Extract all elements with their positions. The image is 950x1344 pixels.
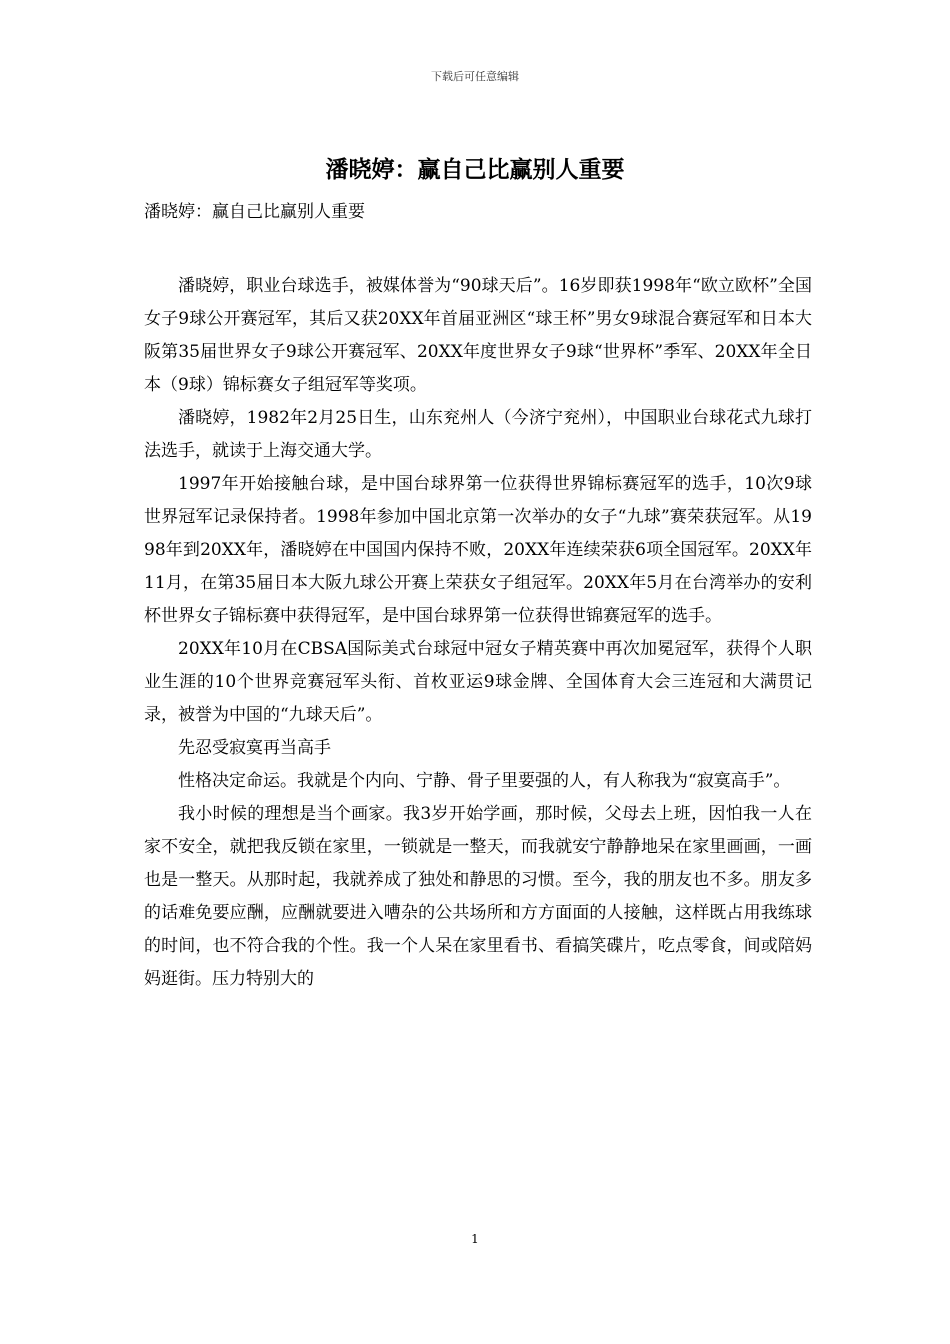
header-note: 下载后可任意编辑	[431, 70, 519, 83]
document-body	[144, 270, 812, 996]
paragraph: 潘晓婷，1982年2月25日生，山东兖州人（今济宁兖州），中国职业台球花式九球打法选手，就读于上海交通大学。	[144, 408, 812, 461]
paragraph: 我小时候的理想是当个画家。我3岁开始学画，那时候，父母去上班，因怕我一人在家不安全，就把我反锁在家里，一锁就是一整天，而我就安宁静静地呆在家里画画，一画也是一整天。从那时起，我就养成了独处和静思的习惯。至今，我的朋友也不多。朋友多的话难免要应酬，应酬就要进入嘈杂的公共场所和方方面面的人接触，这样既占用我练球的时间，也不符合我的个性。我一个人呆在家里看书、看搞笑碟片，吃点零食，间或陪妈妈逛街。压力特别大的	[144, 804, 812, 989]
paragraph: 1997年开始接触台球，是中国台球界第一位获得世界锦标赛冠军的选手，10次9球世界冠军记录保持者。1998年参加中国北京第一次举办的女子“九球”赛荣获冠军。从1998年到20XX年，潘晓婷在中国国内保持不败，20XX年连续荣获6项全国冠军。20XX年11月，在第35届日本大阪九球公开赛上荣获女子组冠军。20XX年5月在台湾举办的安利杯世界女子锦标赛中获得冠军，是中国台球界第一位获得世锦赛冠军的选手。	[144, 474, 812, 626]
paragraph: 性格决定命运。我就是个内向、宁静、骨子里要强的人，有人称我为“寂寞高手”。	[178, 771, 791, 791]
document-subtitle: 潘晓婷：赢自己比赢别人重要	[144, 202, 365, 222]
paragraph: 20XX年10月在CBSA国际美式台球冠中冠女子精英赛中再次加冕冠军，获得个人职业生涯的10个世界竞赛冠军头衔、首枚亚运9球金牌、全国体育大会三连冠和大满贯记录，被誉为中国的“九球天后”。	[144, 639, 812, 725]
page-number: 1	[471, 1232, 479, 1246]
document-title: 潘晓婷：赢自己比赢别人重要	[325, 156, 625, 183]
section-heading: 先忍受寂寞再当高手	[178, 738, 331, 758]
paragraph: 潘晓婷，职业台球选手，被媒体誉为“90球天后”。16岁即获1998年“欧立欧杯”全国女子9球公开赛冠军，其后又获20XX年首届亚洲区“球王杯”男女9球混合赛冠军和日本大阪第35届世界女子9球公开赛冠军、20XX年度世界女子9球“世界杯”季军、20XX年全日本（9球）锦标赛女子组冠军等奖项。	[144, 276, 812, 395]
